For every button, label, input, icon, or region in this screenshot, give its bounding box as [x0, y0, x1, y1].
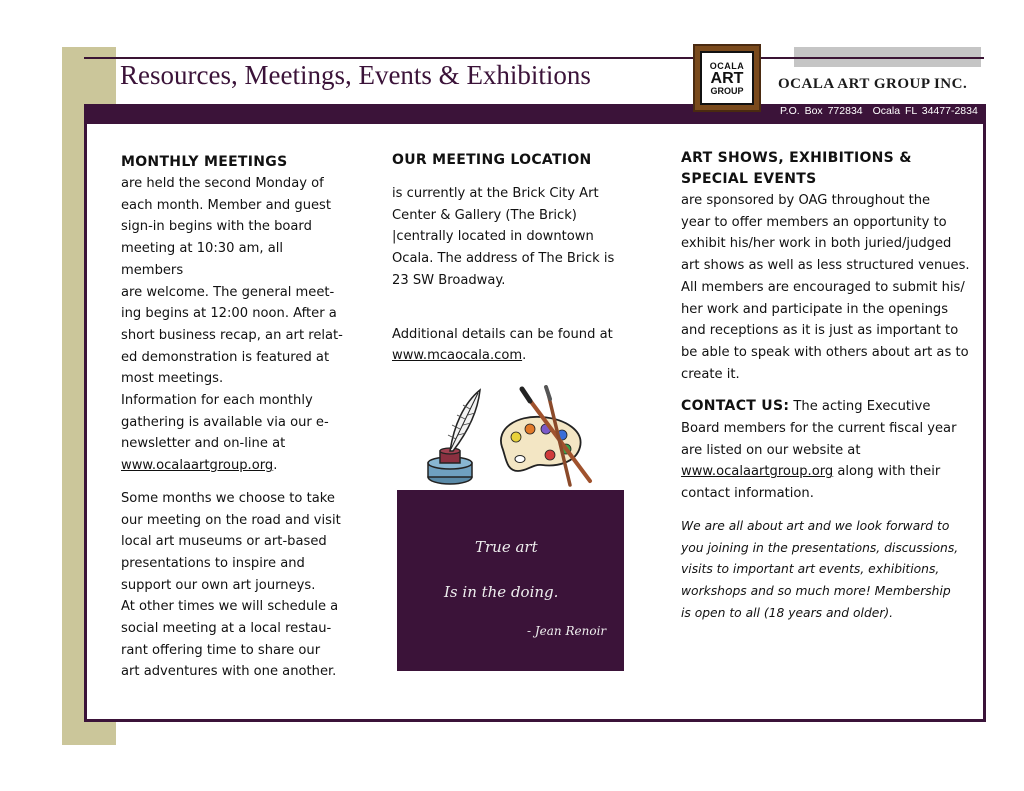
ocala-art-group-logo: OCALA ART GROUP [693, 44, 761, 112]
text-line: her work and participate in the openings [681, 301, 949, 317]
text-line: are welcome. The general meet- [121, 284, 335, 300]
text-line: At other times we will schedule a [121, 599, 339, 615]
art-supplies-illustration [420, 385, 605, 495]
road-trips-text [121, 488, 343, 683]
text-line: social meeting at a local restau- [121, 621, 332, 637]
text-line: you joining in the presentations, discussions, [681, 540, 959, 555]
meeting-location-text [392, 183, 632, 292]
text-line: is open to all (18 years and older). [681, 605, 894, 620]
text-line: Board members for the current fiscal year [681, 421, 957, 437]
meeting-location-column [392, 150, 632, 367]
text-line: Some months we choose to take [121, 490, 335, 506]
contact-link-line: www.ocalaartgroup.org along with their [681, 464, 941, 480]
text-line: 23 SW Broadway. [392, 272, 506, 288]
text-line: create it. [681, 366, 740, 382]
text-line: local art museums or art-based [121, 534, 327, 550]
quote-line-2: Is in the doing. [444, 583, 559, 601]
monthly-meetings-text [121, 173, 343, 455]
text-line: Center & Gallery (The Brick) [392, 207, 577, 223]
meeting-location-heading: OUR MEETING LOCATION [392, 152, 592, 168]
contact-text [681, 418, 971, 461]
text-line: be able to speak with others about art as to [681, 344, 969, 360]
website-line: www.ocalaartgroup.org. [121, 458, 278, 474]
text-line: ed demonstration is featured at [121, 349, 330, 365]
quote-box [397, 490, 624, 671]
text-line: sign-in begins with the board [121, 219, 312, 235]
organization-address: P.O. Box 772834 Ocala FL 34477-2834 [780, 105, 978, 117]
text-line: We are all about art and we look forward to [681, 518, 950, 533]
text-line: most meetings. [121, 371, 224, 387]
text-line: art shows as well as less structured venues. [681, 258, 970, 274]
page-title: Resources, Meetings, Events & Exhibitions [120, 60, 591, 90]
contact-website-link[interactable]: www.ocalaartgroup.org [681, 464, 834, 480]
text-line: is currently at the Brick City Art [392, 186, 599, 201]
text-line: support our own art journeys. [121, 577, 316, 593]
art-shows-text [681, 190, 971, 385]
text-line: ing begins at 12:00 noon. After a [121, 306, 337, 322]
contact-line: CONTACT US: The acting Executive [681, 398, 931, 415]
text-line: are sponsored by OAG throughout the [681, 193, 931, 208]
closing-statement [681, 516, 971, 625]
monthly-meetings-column [121, 152, 343, 683]
contact-last-line: contact information. [681, 486, 814, 502]
mca-link-line: www.mcaocala.com. [392, 348, 527, 364]
text-line: newsletter and on-line at [121, 436, 286, 452]
mcaocala-link[interactable]: www.mcaocala.com [392, 348, 523, 364]
text-line: All members are encouraged to submit his/ [681, 279, 965, 295]
art-shows-heading-line-2: SPECIAL EVENTS [681, 171, 817, 187]
art-shows-heading-line-1: ART SHOWS, EXHIBITIONS & [681, 150, 912, 166]
text-line: presentations to inspire and [121, 555, 305, 571]
quote-line-1: True art [475, 538, 538, 556]
text-line: |centrally located in downtown [392, 229, 594, 245]
additional-details-text: Additional details can be found at [392, 326, 613, 342]
text-line: short business recap, an art relat- [121, 327, 343, 343]
contact-us-label: CONTACT US: [681, 398, 790, 415]
text-line: our meeting on the road and visit [121, 512, 341, 528]
text-line: visits to important art events, exhibitions, [681, 562, 940, 577]
text-line: Ocala. The address of The Brick is [392, 251, 615, 267]
text-line: Information for each monthly [121, 393, 313, 409]
ocala-art-group-link[interactable]: www.ocalaartgroup.org [121, 458, 274, 474]
text-line: rant offering time to share our [121, 642, 321, 658]
text-line: each month. Member and guest [121, 197, 331, 213]
text-line: gathering is available via our e- [121, 414, 329, 430]
text-line: year to offer members an opportunity to [681, 214, 947, 230]
text-line: exhibit his/her work in both juried/judged [681, 236, 952, 252]
art-shows-column [681, 148, 971, 624]
text-line: and receptions as it is just as important to [681, 323, 959, 339]
text-line: art adventures with one another. [121, 664, 337, 680]
text-line: are held the second Monday of [121, 176, 324, 191]
text-line: meeting at 10:30 am, all members [121, 241, 284, 278]
top-rule [84, 57, 984, 59]
text-line: workshops and so much more! Membership [681, 583, 951, 598]
text-line: are listed on our website at [681, 442, 861, 458]
monthly-meetings-heading: MONTHLY MEETINGS [121, 154, 288, 170]
organization-name: OCALA ART GROUP INC. [778, 76, 968, 92]
quote-author: - Jean Renoir [527, 624, 607, 638]
